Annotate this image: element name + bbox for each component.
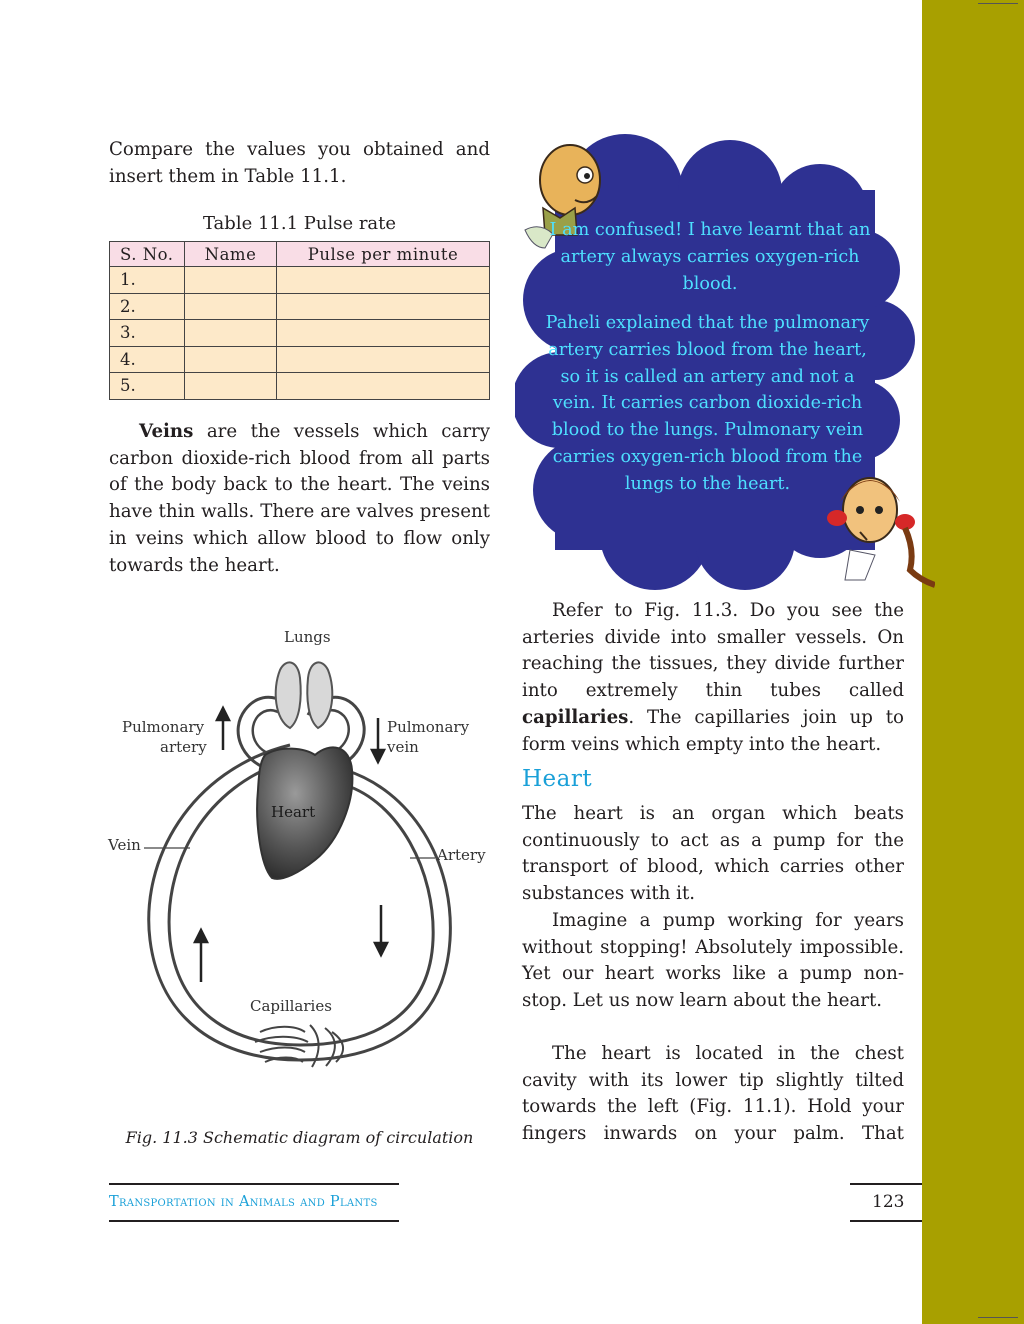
cell-name <box>185 346 277 373</box>
cell-pulse <box>277 320 490 347</box>
circulation-diagram <box>100 620 500 1120</box>
table-row <box>110 346 490 373</box>
cell-name <box>185 293 277 320</box>
paheli-speech: Paheli explained that the pulmonary artery carries blood from the heart, so it is called an artery and not a vein. It carries carbon dioxide-rich blood to the lungs. Pulmonary vein carries oxygen-rich blood from the lungs to the heart. <box>545 313 870 494</box>
heart-paragraph-3: The heart is located in the chest cavity with its lower tip slightly tilted towards the left (Fig. 11.1). Hold your fingers inwards on your palm. That <box>522 1043 904 1145</box>
cell-sno: 1. <box>110 267 185 294</box>
heart-paragraph-1: The heart is an organ which beats continuously to act as a pump for the transport of blood, which carries other substances with it. <box>522 803 904 905</box>
label-lungs: Lungs <box>284 628 331 646</box>
header-pulse: Pulse per minute <box>277 242 490 267</box>
refer-post: . The capillaries join up to form veins which empty into the heart. <box>522 706 904 755</box>
table-caption: Table 11.1 Pulse rate <box>202 213 397 234</box>
intro-paragraph: Compare the values you obtained and insert them in Table 11.1. <box>109 139 490 187</box>
heart-paragraph-2: Imagine a pump working for years without stopping! Absolutely impossible. Yet our heart works like a pump non-stop. Let us now learn about the heart. <box>522 910 904 1012</box>
footer-rule-bottom-left <box>109 1220 399 1222</box>
cell-name <box>185 267 277 294</box>
table-row <box>110 320 490 347</box>
veins-term: Veins <box>139 421 194 442</box>
capillaries-term: capillaries <box>522 706 629 728</box>
label-pulmonary-artery-2: artery <box>160 738 207 756</box>
refer-pre: Refer to Fig. 11.3. Do you see the arteries divide into smaller vessels. On reaching the tissues, they divide further into extremely thin tubes called <box>522 600 904 702</box>
footer-rule-top-right <box>850 1183 922 1185</box>
veins-paragraph <box>109 419 490 579</box>
label-heart: Heart <box>271 803 316 821</box>
figure-caption: Fig. 11.3 Schematic diagram of circulation <box>125 1128 474 1147</box>
cell-name <box>185 320 277 347</box>
cell-sno: 3. <box>110 320 185 347</box>
page-number: 123 <box>872 1192 905 1212</box>
footer-chapter-title: Transportation in Animals and Plants <box>109 1194 378 1210</box>
pulse-rate-table <box>109 241 490 400</box>
table-row <box>110 373 490 400</box>
refer-paragraph <box>522 598 904 758</box>
footer-rule-top-left <box>109 1183 399 1185</box>
lung-right <box>307 662 332 728</box>
label-vein: Vein <box>108 836 141 854</box>
crop-mark-top <box>978 3 1018 4</box>
cell-sno: 5. <box>110 373 185 400</box>
table-header-row <box>110 242 490 267</box>
cell-sno: 4. <box>110 346 185 373</box>
cell-name <box>185 373 277 400</box>
header-sno: S. No. <box>110 242 185 267</box>
label-pulmonary-artery-1: Pulmonary <box>122 718 205 736</box>
label-pulmonary-vein-2: vein <box>387 738 419 756</box>
label-capillaries: Capillaries <box>250 997 332 1015</box>
page-margin-band <box>922 0 1024 1324</box>
crop-mark-bottom <box>978 1317 1018 1318</box>
label-artery: Artery <box>437 846 486 864</box>
veins-text: are the vessels which carry carbon dioxide-rich blood from all parts of the body back to the heart. The veins have thin walls. There are valves present in veins which allow blood to flow only towards the heart. <box>109 421 490 576</box>
section-heading-heart: Heart <box>522 766 593 792</box>
label-pulmonary-vein-1: Pulmonary <box>387 718 470 736</box>
table-row <box>110 293 490 320</box>
cell-pulse <box>277 373 490 400</box>
cell-pulse <box>277 267 490 294</box>
table-row <box>110 267 490 294</box>
lung-left <box>276 662 301 728</box>
boojho-speech: I am confused! I have learnt that an artery always carries oxygen-rich blood. <box>549 220 871 294</box>
cell-pulse <box>277 293 490 320</box>
cell-pulse <box>277 346 490 373</box>
footer-rule-bottom-right <box>850 1220 922 1222</box>
header-name: Name <box>185 242 277 267</box>
cell-sno: 2. <box>110 293 185 320</box>
